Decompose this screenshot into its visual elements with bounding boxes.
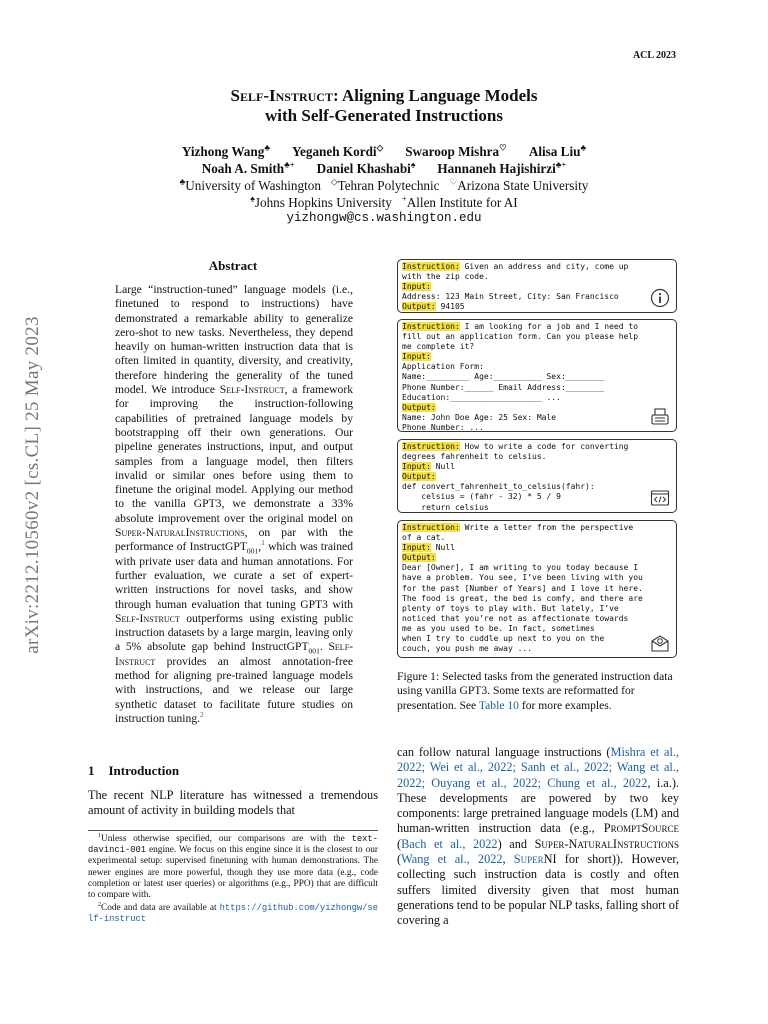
author-name: Yizhong Wang♣	[181, 142, 270, 159]
author-affiliation-mark: ♠	[410, 159, 416, 170]
author-affiliation-mark: ♡	[499, 142, 507, 153]
footnote-ref-2[interactable]: 2	[200, 710, 204, 720]
input-value-line: Application Form:	[402, 362, 484, 372]
example-task-box-cat-letter	[397, 520, 677, 658]
arxiv-stamp: arXiv:2212.10560v2 [cs.CL] 25 May 2023	[22, 316, 43, 654]
output-value-line: The food is great, the bed is comfy, and there are	[402, 593, 643, 603]
input-value-line: Name:_________ Age:__________ Sex:________	[402, 372, 605, 382]
input-label: Input:	[402, 462, 431, 472]
author-name: Yeganeh Kordi◇	[291, 142, 384, 159]
footnotes	[88, 830, 378, 926]
abstract-heading: Abstract	[208, 258, 258, 273]
figure-caption: Figure 1: Selected tasks from the generated instruction data using vanilla GPT3. Some texts are reformatted for presentation. See Table 10 for more examples.	[397, 670, 673, 712]
author-name: Hannaneh Hajishirzi♣+	[437, 159, 567, 176]
author-name: Daniel Khashabi♠	[316, 159, 416, 176]
output-value-line: celsius = (fahr - 32) * 5 / 9	[402, 492, 561, 502]
author-name: Alisa Liu♣	[528, 142, 587, 159]
instruction-continuation: fill out an application form. Can you please help	[402, 332, 639, 342]
affiliation-mark: ◇	[330, 176, 338, 187]
affiliation-mark: ♠	[250, 193, 255, 204]
output-value-line: Dear [Owner], I am writing to you today because I	[402, 563, 639, 573]
output-value-line: for the past [Number of Years] and I love it here.	[402, 583, 643, 593]
instruction-line: Instruction: How to write a code for converting	[402, 442, 629, 451]
affiliation: ♠Johns Hopkins University	[250, 193, 392, 210]
input-label: Input:	[402, 282, 431, 292]
output-label: Output:	[402, 302, 436, 312]
input-line: Input: Null	[402, 543, 455, 553]
author-affiliation-mark: ♣+	[555, 159, 567, 170]
table-10-link[interactable]: Table 10	[478, 698, 519, 712]
citation-bach[interactable]: Bach et al., 2022	[401, 836, 498, 851]
instruction-continuation: of a cat.	[402, 533, 446, 543]
instruction-continuation: with the zip code.	[402, 272, 489, 282]
example-task-box-fahrenheit-code	[397, 439, 677, 513]
instruction-line: Instruction: Write a letter from the perspective	[402, 523, 634, 532]
instruction-label: Instruction:	[402, 262, 460, 271]
output-line	[402, 403, 672, 413]
author-affiliation-mark: ♣	[580, 142, 587, 153]
paper-title: Self-Instruct: Aligning Language Models with Self-Generated Instructions	[230, 86, 538, 125]
contact-email[interactable]: yizhongw@cs.washington.edu	[286, 211, 482, 225]
input-line	[402, 352, 672, 362]
output-value-line: noticed that you’re not as affectionate towards	[402, 613, 629, 623]
affiliation: ♡Arizona State University	[449, 176, 589, 193]
input-value-line: Address: 123 Main Street, City: San Francisco	[402, 292, 619, 302]
title-line-2: with Self-Generated Instructions	[265, 106, 503, 125]
input-line	[402, 282, 672, 292]
instruction-label: Instruction:	[402, 322, 460, 331]
citation-group-1[interactable]: Mishra et al., 2022; Wei et al., 2022; Sanh et al., 2022; Wang et al., 2022; Ouyang et al., 2022; Chung et al., 2022	[397, 745, 680, 790]
instruction-continuation: me complete it?	[402, 342, 475, 352]
affiliation-mark: +	[401, 193, 407, 204]
envelope-icon	[650, 633, 670, 653]
affiliation: ♣University of Washington	[179, 176, 321, 193]
affiliation-list	[0, 177, 768, 211]
author-name: Swaroop Mishra♡	[405, 142, 507, 159]
input-label: Input:	[402, 543, 431, 553]
output-line: Output: 94105	[402, 302, 465, 312]
typewriter-icon	[650, 407, 670, 427]
instruction-line: Instruction: I am looking for a job and I need to	[402, 322, 639, 331]
output-label: Output:	[402, 472, 436, 482]
footnote-ref-1[interactable]: 1	[261, 538, 265, 548]
output-value-line: plenty of toys to play with. But lately, I’ve	[402, 603, 619, 613]
author-affiliation-mark: ◇	[376, 142, 384, 153]
output-value-line: couch, you push me away ...	[402, 644, 533, 654]
input-label: Input:	[402, 352, 431, 362]
output-value-line: when I try to cuddle up next to you on the	[402, 634, 605, 644]
citation-superni[interactable]: Super	[513, 852, 544, 867]
output-value-line: Name: John Doe Age: 25 Sex: Male	[402, 412, 557, 422]
info-icon	[650, 288, 670, 308]
code-icon	[650, 488, 670, 508]
abstract-body: Large “instruction-tuned” language models (i.e., finetuned to respond to instructions) have demonstrated a remarkable ability to generalize zero-shot to new tasks. Nevertheless, they depend heavily on human-written instruction data that is often limited in quantity, diversity, and creativity, therefore hindering the generality of the tuned model. We introduce Self-Instruct, a framework for improving the instruction-following capabilities of pretrained language models by bootstrapping off their own generations. Our pipeline generates instructions, input, and output samples from a language model, then filters invalid or similar ones before using them to finetune the original model. Applying our method to the vanilla GPT3, we demonstrate a 33% absolute improvement over the original model on Super-NaturalInstructions, on par with the performance of InstructGPT$_{001}$,$^1$ which was trained with private user data and human annotations. For further evaluation, we curate a set of expert-written instructions for novel tasks, and show through human evaluation that tuning GPT3 with Self-Instruct outperforms using existing public instruction datasets by a large margin, leaving only a 5% absolute gap behind InstructGPT$_{001}$. Self-Instruct provides an almost annotation-free method for aligning pre-trained language models with instructions, and we release our large synthetic dataset to facilitate future studies on instruction tuning.$^2$	[115, 283, 354, 725]
author-affiliation-mark: ♣	[264, 142, 270, 153]
title-method-name: Self-Instruct	[230, 86, 333, 105]
instruction-label: Instruction:	[402, 442, 460, 451]
footnote-2: $^2$Code and data are available at https://github.com/yizhongw/self-instruct	[88, 902, 378, 925]
instruction-label: Instruction:	[402, 523, 460, 532]
input-line: Input: Null	[402, 462, 455, 472]
author-affiliation-mark: ♣+	[284, 159, 295, 170]
output-label: Output:	[402, 402, 436, 412]
output-value-line: Phone Number: ...	[402, 422, 484, 432]
input-value-line: Phone Number:______ Email Address:________	[402, 382, 605, 392]
citation-wang[interactable]: Wang et al., 2022	[401, 852, 503, 867]
author-name: Noah A. Smith♣+	[201, 159, 295, 176]
affiliation-mark: ♡	[449, 176, 458, 187]
output-line	[402, 472, 672, 482]
example-task-box-application-form	[397, 319, 677, 432]
output-value-line: me as you used to be. In fact, sometimes	[402, 623, 595, 633]
footnote-1: $^1$Unless otherwise specified, our comparisons are with the text-davinci-001 engine. We focus on this engine since it is the closest to our experimental setup: supervised finetuning with human demonstrations. The newer engines are more powerful, though they use more data (e.g., code completion or latest user queries) or algorithms (e.g., PPO) that are difficult to compare with.	[88, 832, 378, 901]
author-list	[0, 143, 768, 177]
affiliation-mark: ♣	[179, 176, 186, 187]
instruction-continuation: degrees fahrenheit to celsius.	[402, 452, 547, 462]
output-line	[402, 553, 672, 563]
instruction-line: Instruction: Given an address and city, come up	[402, 262, 629, 271]
affiliation: +Allen Institute for AI	[401, 193, 518, 210]
example-task-box-zip-code	[397, 259, 677, 313]
output-value-line: return celsius	[402, 502, 489, 512]
output-value-line: have a problem. You see, I’ve been living with you	[402, 573, 643, 583]
output-value-line: def convert_fahrenheit_to_celsius(fahr):	[402, 482, 595, 492]
intro-paragraph-continued: can follow natural language instructions (Mishra et al., 2022; Wei et al., 2022; Sanh et al., 2022; Wang et al., 2022; Ouyang et al., 2022; Chung et al., 2022, i.a.). These developments are powered by two key components: large pretrained language models (LM) and human-written instruction data (e.g., PromptSource (Bach et al., 2022) and Super-NaturalInstructions (Wang et al., 2022, SuperNI for short)). However, collecting such instruction data is costly and often suffers limited diversity given that most human generations tend to be popular NLP tasks, falling short of covering a	[397, 745, 680, 928]
intro-paragraph: The recent NLP literature has witnessed a tremendous amount of activity in building models that	[88, 788, 378, 817]
input-value-line: Education:___________________ ...	[402, 392, 561, 402]
section-heading-introduction: 1 Introduction	[88, 763, 180, 778]
github-link[interactable]: https://github.com/yizhongw/self-instruct	[88, 903, 378, 925]
venue-label: ACL 2023	[632, 50, 676, 61]
affiliation: ◇Tehran Polytechnic	[330, 176, 440, 193]
output-label: Output:	[402, 553, 436, 563]
